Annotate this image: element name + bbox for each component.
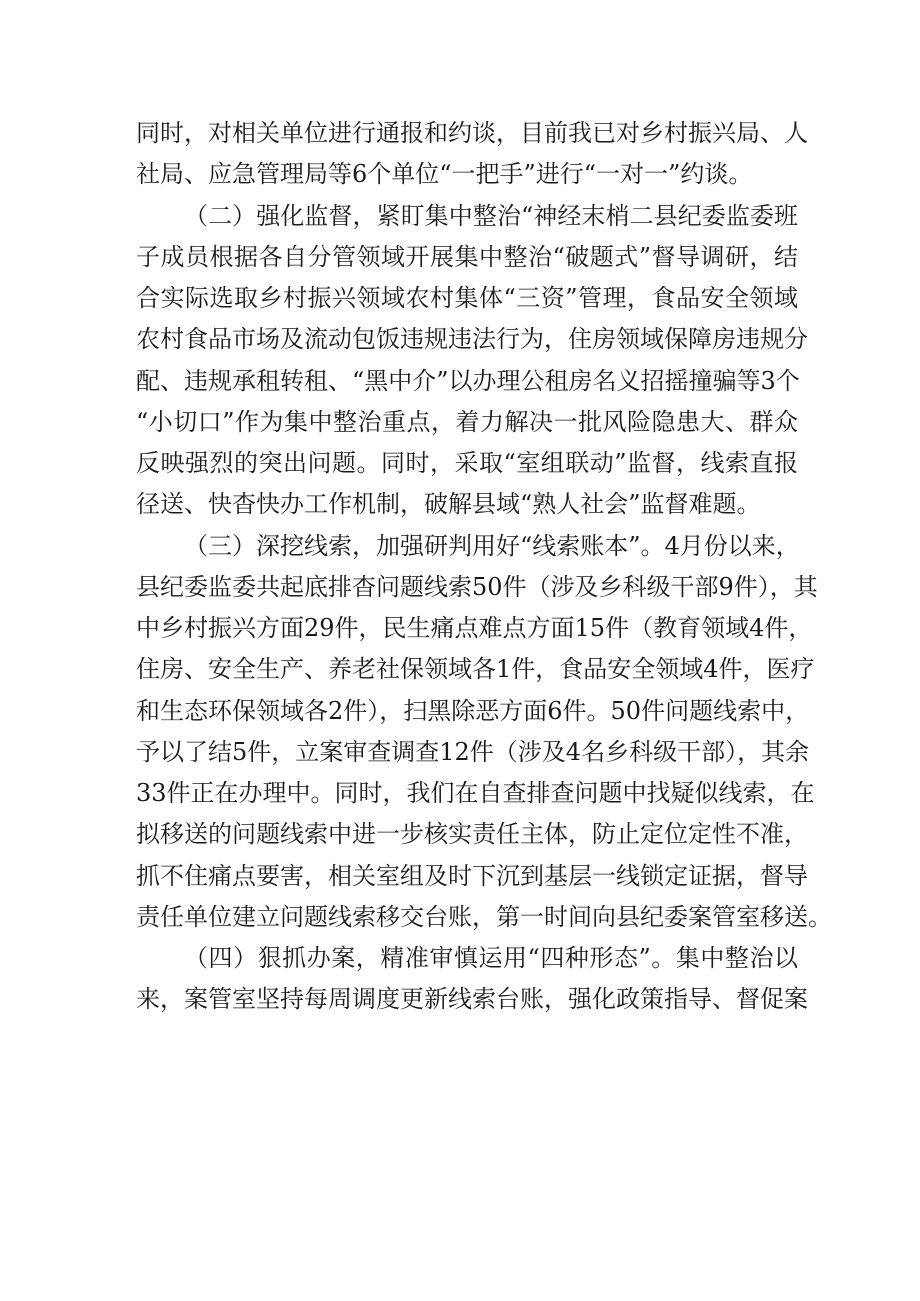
section-3-heading-line: （三）深挖线索，加强研判用好“线索账本”。4月份以来， [184, 531, 800, 560]
body-text [136, 113, 832, 1021]
text-line-7: 配、违规承租转租、“黑中介”以办理公租房名义招摇撞骗等3个 [136, 366, 800, 395]
text-line-4: 子成员根据各自分管领域开展集中整治“破题式”督导调研，结 [136, 242, 798, 271]
text-line-19: 抓不住痛点要害，相关室组及时下沉到基层一线锁定证据，督导 [136, 861, 808, 890]
text-line-12: 县纪委监委共起底排杳问题线索50件（涉及乡科级干部9件），其 [136, 572, 818, 601]
text-line-15: 和生态环保领域各2件），扫黑除恶方面6件。50件问题线索中， [136, 696, 810, 725]
text-line-22: 来，案管室坚持每周调度更新线索台账，强化政策指导、督促案 [136, 985, 808, 1014]
text-line-14: 住房、安全生产、养老社保领域各1件，食品安全领域4件，医疗 [136, 655, 815, 684]
text-line-17: 33件正在办理中。同时，我们在自查排查问题中找疑似线索，在 [136, 779, 815, 807]
text-line-1: 同时，对相关单位进行通报和约谈，目前我已对乡村振兴局、人 [136, 119, 808, 147]
text-line-6: 农村食品市场及流动包饭违规违法行为，住房领域保障房违规分 [136, 325, 808, 354]
text-line-10: 径送、快杳快办工作机制，破解县域“熟人社会”监督难题。 [136, 490, 761, 519]
text-line-20: 责任单位建立问题线索移交台账，第一时间向县纪委案管室移送。 [136, 902, 832, 931]
section-4-heading-line: （四）狠抓办案，精准审慎运用“四种形态”。集中整治以 [184, 944, 798, 972]
text-line-18: 拟移送的问题线索中进一步核实责任主体，防止定位定性不准， [136, 820, 808, 849]
text-line-13: 中乡村振兴方面29件，民生痛点难点方面15件（教育领域4件， [136, 614, 813, 642]
text-line-16: 予以了结5件，立案审查调查12件（涉及4名乡科级干部），其余 [136, 737, 810, 766]
text-line-9: 反映强烈的突出问题。同时，采取“室组联动”监督，线索直报 [136, 449, 798, 477]
text-line-2: 社局、应急管理局等6个单位“一把手”进行“一对一”约谈。 [136, 160, 753, 189]
section-2-heading-line: （二）强化监督，紧盯集中整治“神经末梢二县纪委监委班 [184, 201, 798, 230]
text-line-5: 合实际选取乡村振兴领域农村集体“三资”管理，食品安全领域 [136, 284, 798, 312]
text-line-8: “小切口”作为集中整治重点，着力解决一批风险隐患大、群众 [136, 407, 798, 436]
